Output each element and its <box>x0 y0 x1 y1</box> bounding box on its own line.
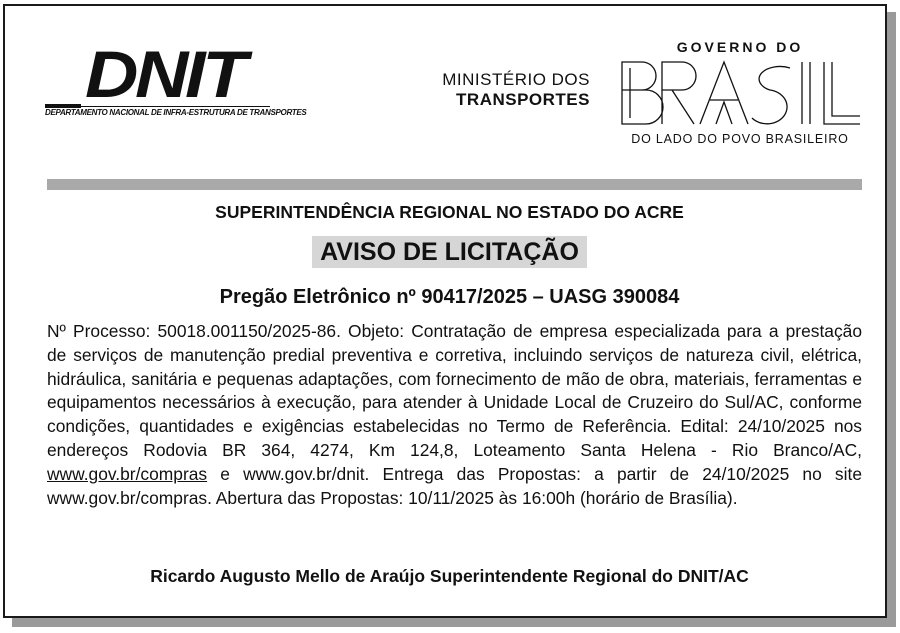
notice-body-part1: Nº Processo: 50018.001150/2025-86. Objeto: Contratação de empresa especializada para a prestação de serviços de manutenção predial preventiva e corretiva, incluindo serviços de natureza civil, elétrica, hidráulica, sanitária e pequenas adaptações, com fornecimento de mão de obra, materiais, ferramentas e equipamentos necessários à execução, para atender à Unidade Local de Cruzeiro do Sul/AC, conforme condições, quantidades e exigências estabelecidas no Termo de Referência. Edital: 24/10/2025 nos endereços Rodovia BR 364, 4274, Km 124,8, Loteamento Santa Helena - Rio Branco/AC, <box>47 321 862 460</box>
frame-shadow-bottom <box>12 618 896 627</box>
header-divider-bar <box>47 179 862 190</box>
notice-title: AVISO DE LICITAÇÃO <box>312 236 587 268</box>
notice-body-part2: e www.gov.br/dnit. Entrega das Propostas: a partir de 24/10/2025 no site www.gov.br/compras. Abertura das Propostas: 10/11/2025 às 16:00h (horário de Brasília). <box>47 463 862 508</box>
ministry-logo <box>430 70 590 110</box>
signature-line: Ricardo Augusto Mello de Araújo Superintendente Regional do DNIT/AC <box>150 566 749 586</box>
ministry-line2: TRANSPORTES <box>456 90 590 109</box>
notice-title-wrap <box>47 236 852 268</box>
brasil-outline-letters <box>622 62 860 124</box>
gov-brasil-logo <box>620 60 862 126</box>
pregao-heading: Pregão Eletrônico nº 90417/2025 – UASG 390084 <box>219 286 680 308</box>
ministry-line1: MINISTÉRIO DOS <box>442 70 590 89</box>
dnit-logo <box>45 37 307 123</box>
dnit-logo-subtitle: DEPARTAMENTO NACIONAL DE INFRA-ESTRUTURA DE TRANSPORTES <box>45 108 307 117</box>
compras-link[interactable]: www.gov.br/compras <box>47 463 208 484</box>
gov-logo-top-text: GOVERNO DO <box>676 39 804 55</box>
superintendence-heading: SUPERINTENDÊNCIA REGIONAL NO ESTADO DO ACRE <box>215 202 684 222</box>
notice-body <box>47 320 862 510</box>
gov-logo-bottom-text: DO LADO DO POVO BRASILEIRO <box>631 132 849 146</box>
dnit-logo-text: DNIT <box>85 37 245 111</box>
frame-shadow-right <box>887 12 896 624</box>
